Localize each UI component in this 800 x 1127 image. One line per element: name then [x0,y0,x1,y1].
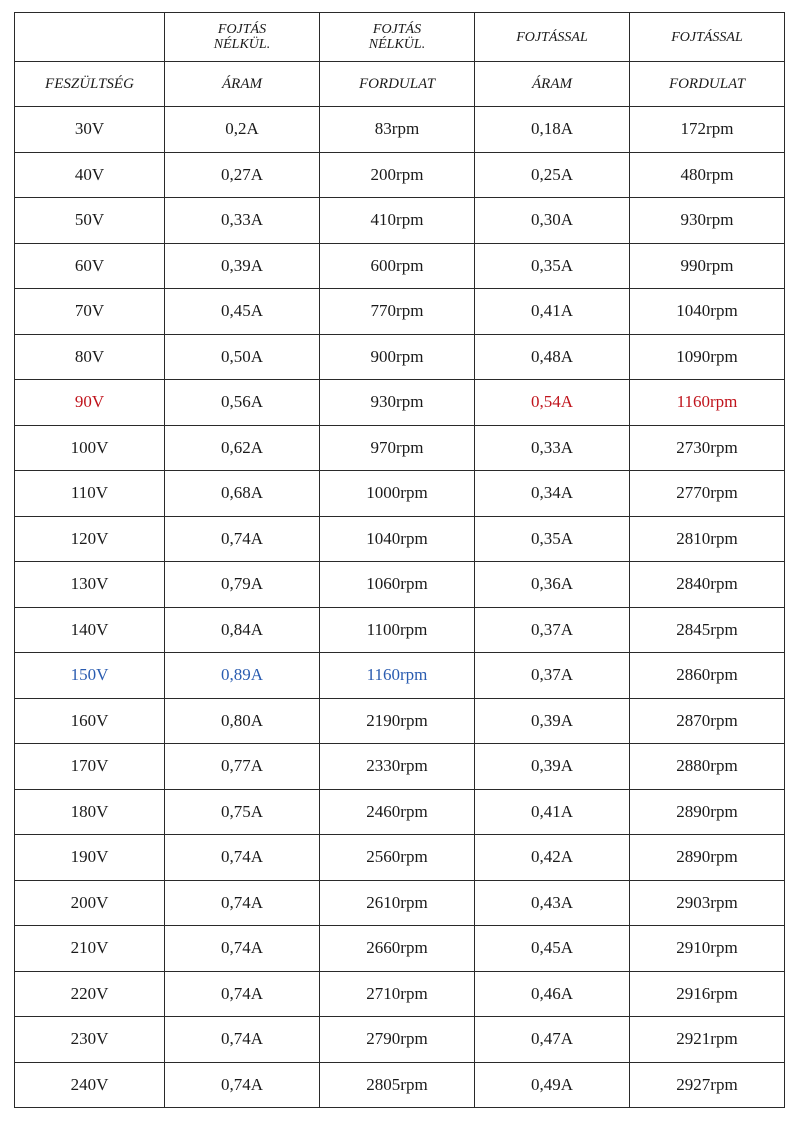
rpm-no-throttle-cell: 200rpm [320,152,475,198]
header-row-top [15,13,785,62]
rpm-no-throttle-cell: 410rpm [320,198,475,244]
rpm-no-throttle-cell: 2560rpm [320,835,475,881]
rpm-no-throttle-cell: 2790rpm [320,1017,475,1063]
table-row [15,516,785,562]
voltage-cell: 210V [15,926,165,972]
rpm-no-throttle-cell: 1160rpm [320,653,475,699]
current-no-throttle-cell: 0,50A [165,334,320,380]
voltage-cell: 180V [15,789,165,835]
rpm-throttle-cell: 2730rpm [630,425,785,471]
rpm-throttle-cell: 2890rpm [630,789,785,835]
voltage-cell: 130V [15,562,165,608]
table-row [15,744,785,790]
table-row [15,607,785,653]
current-throttle-cell: 0,39A [475,744,630,790]
rpm-throttle-cell: 2903rpm [630,880,785,926]
rpm-no-throttle-cell: 2460rpm [320,789,475,835]
current-no-throttle-cell: 0,74A [165,971,320,1017]
header-top-cell-empty [15,13,165,62]
rpm-no-throttle-cell: 83rpm [320,107,475,153]
current-throttle-cell: 0,33A [475,425,630,471]
current-no-throttle-cell: 0,45A [165,289,320,335]
table-row [15,380,785,426]
rpm-throttle-cell: 2927rpm [630,1062,785,1108]
voltage-cell: 100V [15,425,165,471]
table-row [15,289,785,335]
current-no-throttle-cell: 0,27A [165,152,320,198]
rpm-no-throttle-cell: 2660rpm [320,926,475,972]
current-no-throttle-cell: 0,33A [165,198,320,244]
table-row [15,152,785,198]
rpm-throttle-cell: 2921rpm [630,1017,785,1063]
current-no-throttle-cell: 0,77A [165,744,320,790]
table-row [15,243,785,289]
voltage-cell: 70V [15,289,165,335]
voltage-cell: 160V [15,698,165,744]
current-throttle-cell: 0,43A [475,880,630,926]
current-throttle-cell: 0,48A [475,334,630,380]
rpm-throttle-cell: 480rpm [630,152,785,198]
rpm-no-throttle-cell: 2710rpm [320,971,475,1017]
current-throttle-cell: 0,34A [475,471,630,517]
current-throttle-cell: 0,41A [475,789,630,835]
voltage-cell: 230V [15,1017,165,1063]
rpm-no-throttle-cell: 970rpm [320,425,475,471]
voltage-cell: 150V [15,653,165,699]
table-row [15,425,785,471]
header-top-cell-no-throttle-rpm: FOJTÁS NÉLKÜL. [320,13,475,62]
current-no-throttle-cell: 0,39A [165,243,320,289]
rpm-throttle-cell: 2890rpm [630,835,785,881]
current-no-throttle-cell: 0,74A [165,880,320,926]
rpm-throttle-cell: 1040rpm [630,289,785,335]
table-row [15,562,785,608]
header-top-cell-throttle-current: FOJTÁSSAL [475,13,630,62]
table-row [15,107,785,153]
voltage-cell: 240V [15,1062,165,1108]
rpm-throttle-cell: 172rpm [630,107,785,153]
rpm-throttle-cell: 2770rpm [630,471,785,517]
rpm-throttle-cell: 2840rpm [630,562,785,608]
voltage-cell: 30V [15,107,165,153]
rpm-no-throttle-cell: 600rpm [320,243,475,289]
current-throttle-cell: 0,47A [475,1017,630,1063]
current-no-throttle-cell: 0,74A [165,1017,320,1063]
voltage-cell: 190V [15,835,165,881]
header-current-2: ÁRAM [475,62,630,107]
measurement-table [14,12,785,1108]
rpm-no-throttle-cell: 2330rpm [320,744,475,790]
voltage-cell: 40V [15,152,165,198]
rpm-no-throttle-cell: 770rpm [320,289,475,335]
current-no-throttle-cell: 0,68A [165,471,320,517]
current-no-throttle-cell: 0,62A [165,425,320,471]
rpm-throttle-cell: 930rpm [630,198,785,244]
table-row [15,926,785,972]
header-current-1: ÁRAM [165,62,320,107]
rpm-throttle-cell: 2860rpm [630,653,785,699]
rpm-throttle-cell: 2910rpm [630,926,785,972]
table-row [15,653,785,699]
voltage-cell: 50V [15,198,165,244]
table-row [15,880,785,926]
table-row [15,971,785,1017]
current-throttle-cell: 0,36A [475,562,630,608]
current-no-throttle-cell: 0,56A [165,380,320,426]
header-top-cell-no-throttle-current: FOJTÁS NÉLKÜL. [165,13,320,62]
current-no-throttle-cell: 0,74A [165,835,320,881]
current-no-throttle-cell: 0,84A [165,607,320,653]
rpm-throttle-cell: 990rpm [630,243,785,289]
current-no-throttle-cell: 0,80A [165,698,320,744]
voltage-cell: 120V [15,516,165,562]
rpm-no-throttle-cell: 2805rpm [320,1062,475,1108]
header-top-cell-throttle-rpm: FOJTÁSSAL [630,13,785,62]
rpm-no-throttle-cell: 1000rpm [320,471,475,517]
current-throttle-cell: 0,25A [475,152,630,198]
rpm-no-throttle-cell: 1040rpm [320,516,475,562]
current-throttle-cell: 0,41A [475,289,630,335]
voltage-cell: 60V [15,243,165,289]
current-throttle-cell: 0,35A [475,243,630,289]
header-row-bottom [15,62,785,107]
current-no-throttle-cell: 0,89A [165,653,320,699]
rpm-throttle-cell: 2845rpm [630,607,785,653]
rpm-throttle-cell: 1090rpm [630,334,785,380]
current-no-throttle-cell: 0,75A [165,789,320,835]
rpm-throttle-cell: 2880rpm [630,744,785,790]
current-throttle-cell: 0,30A [475,198,630,244]
rpm-throttle-cell: 2916rpm [630,971,785,1017]
current-throttle-cell: 0,37A [475,607,630,653]
rpm-no-throttle-cell: 900rpm [320,334,475,380]
header-voltage: FESZÜLTSÉG [15,62,165,107]
voltage-cell: 200V [15,880,165,926]
voltage-cell: 140V [15,607,165,653]
current-no-throttle-cell: 0,2A [165,107,320,153]
current-no-throttle-cell: 0,74A [165,926,320,972]
header-rpm-2: FORDULAT [630,62,785,107]
rpm-no-throttle-cell: 1060rpm [320,562,475,608]
rpm-no-throttle-cell: 2190rpm [320,698,475,744]
rpm-throttle-cell: 2870rpm [630,698,785,744]
current-throttle-cell: 0,39A [475,698,630,744]
current-throttle-cell: 0,18A [475,107,630,153]
table-row [15,789,785,835]
table-row [15,471,785,517]
rpm-throttle-cell: 2810rpm [630,516,785,562]
table-row [15,334,785,380]
current-throttle-cell: 0,42A [475,835,630,881]
voltage-cell: 90V [15,380,165,426]
voltage-cell: 80V [15,334,165,380]
current-throttle-cell: 0,49A [475,1062,630,1108]
current-no-throttle-cell: 0,74A [165,1062,320,1108]
table-row [15,198,785,244]
header-rpm-1: FORDULAT [320,62,475,107]
table-row [15,698,785,744]
rpm-no-throttle-cell: 2610rpm [320,880,475,926]
current-throttle-cell: 0,45A [475,926,630,972]
current-no-throttle-cell: 0,79A [165,562,320,608]
table-row [15,835,785,881]
rpm-throttle-cell: 1160rpm [630,380,785,426]
current-throttle-cell: 0,35A [475,516,630,562]
current-throttle-cell: 0,54A [475,380,630,426]
current-no-throttle-cell: 0,74A [165,516,320,562]
table-row [15,1062,785,1108]
voltage-cell: 220V [15,971,165,1017]
table-row [15,1017,785,1063]
voltage-cell: 170V [15,744,165,790]
current-throttle-cell: 0,37A [475,653,630,699]
current-throttle-cell: 0,46A [475,971,630,1017]
rpm-no-throttle-cell: 930rpm [320,380,475,426]
voltage-cell: 110V [15,471,165,517]
rpm-no-throttle-cell: 1100rpm [320,607,475,653]
